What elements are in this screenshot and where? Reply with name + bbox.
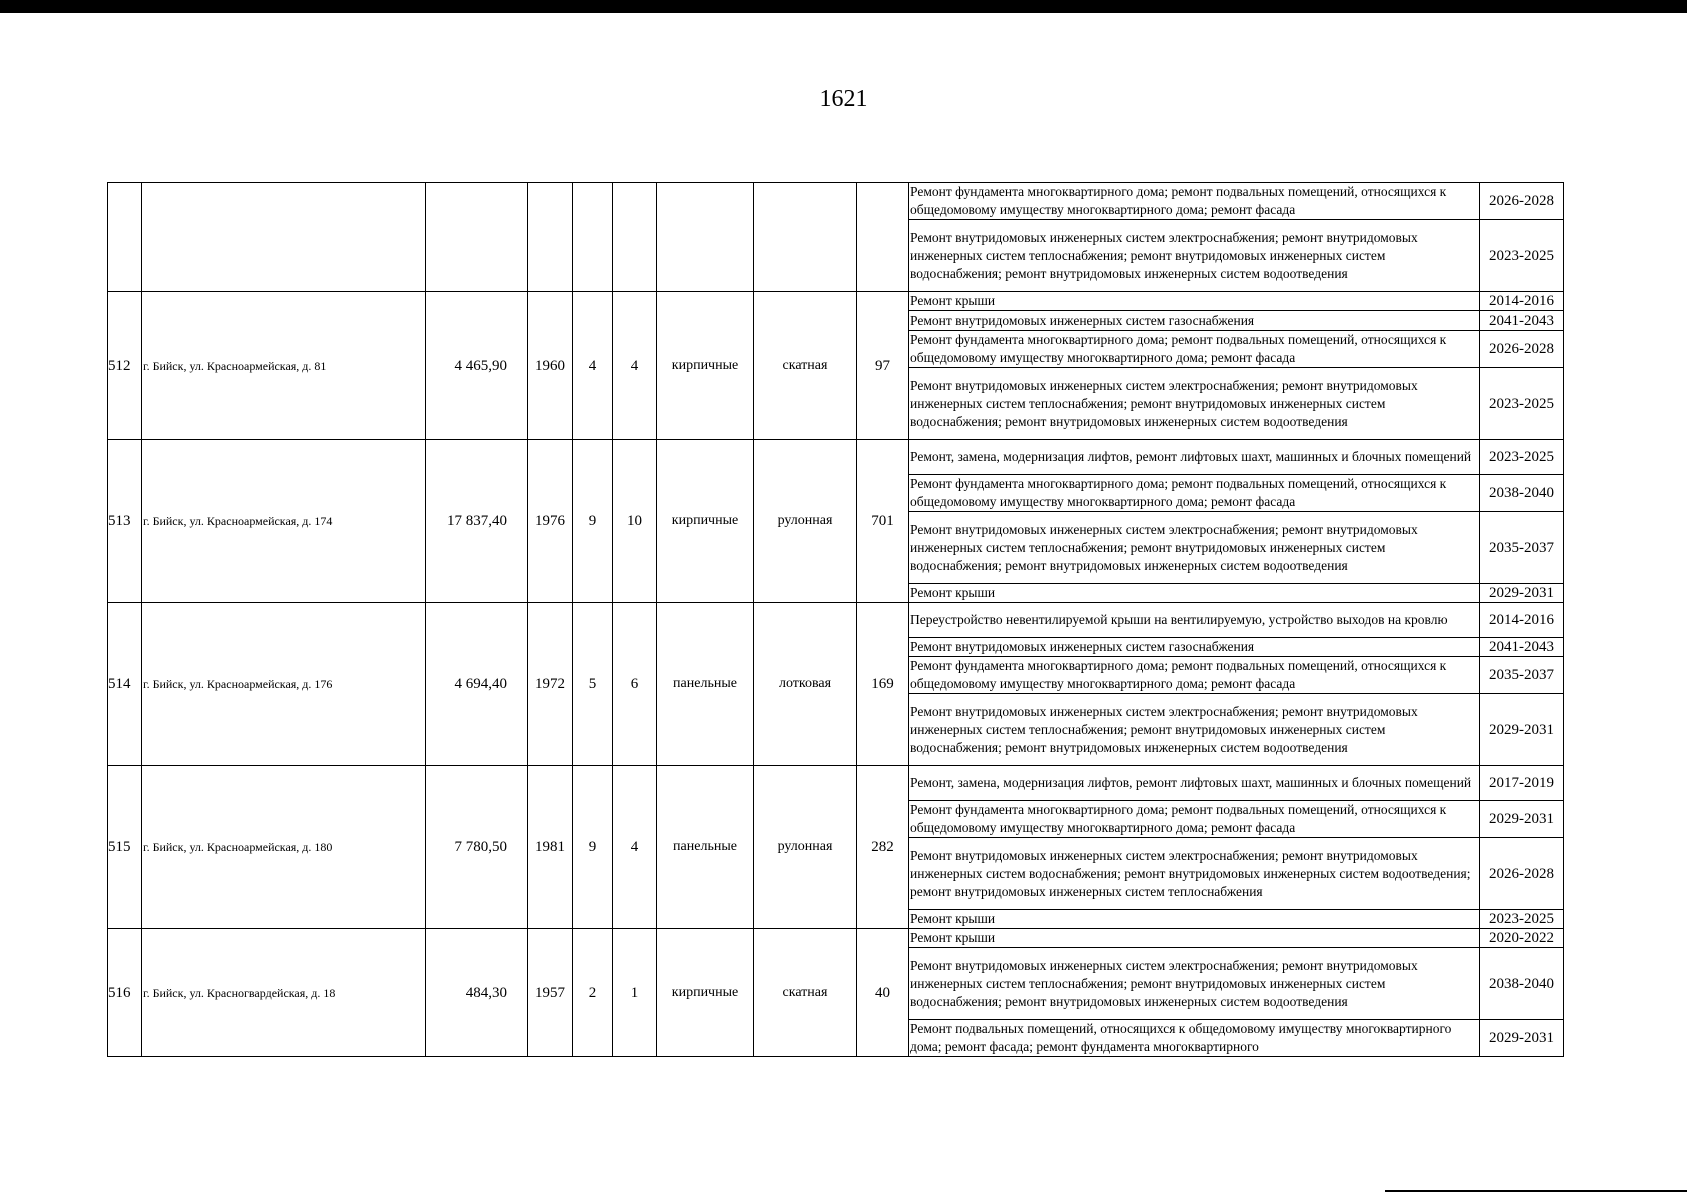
work-type-cell: Ремонт крыши (909, 929, 1480, 948)
roof-cell (754, 183, 857, 292)
year-cell: 1981 (528, 766, 573, 929)
area-cell: 17 837,40 (426, 440, 528, 603)
work-type-cell: Переустройство невентилируемой крыши на вентилируемую, устройство выходов на кровлю (909, 603, 1480, 638)
address-cell: г. Бийск, ул. Красноармейская, д. 81 (142, 292, 426, 440)
table-row (108, 183, 1564, 220)
residents-cell: 169 (857, 603, 909, 766)
floors-cell: 5 (573, 603, 613, 766)
work-type-cell: Ремонт внутридомовых инженерных систем электроснабжения; ремонт внутридомовых инженерных систем теплоснабжения; ремонт внутридомовых инженерных систем водоснабжения; ремонт внутридомовых инженерных систем водоотведения (909, 948, 1480, 1020)
walls-cell (657, 183, 754, 292)
work-type-cell: Ремонт фундамента многоквартирного дома; ремонт подвальных помещений, относящихся к общедомовому имуществу многоквартирного дома; ремонт фасада (909, 801, 1480, 838)
residents-cell: 97 (857, 292, 909, 440)
entrances-cell: 10 (613, 440, 657, 603)
area-cell: 484,30 (426, 929, 528, 1057)
table-row (108, 603, 1564, 638)
entrances-cell (613, 183, 657, 292)
work-type-cell: Ремонт, замена, модернизация лифтов, ремонт лифтовых шахт, машинных и блочных помещений (909, 440, 1480, 475)
period-cell: 2023-2025 (1480, 440, 1564, 475)
work-type-cell: Ремонт внутридомовых инженерных систем газоснабжения (909, 638, 1480, 657)
work-type-cell: Ремонт внутридомовых инженерных систем электроснабжения; ремонт внутридомовых инженерных систем теплоснабжения; ремонт внутридомовых инженерных систем водоснабжения; ремонт внутридомовых инженерных систем водоотведения (909, 220, 1480, 292)
work-type-cell: Ремонт подвальных помещений, относящихся к общедомовому имуществу многоквартирного дома; ремонт фасада; ремонт фундамента многоквартирного (909, 1020, 1480, 1057)
year-cell: 1976 (528, 440, 573, 603)
walls-cell: кирпичные (657, 929, 754, 1057)
floors-cell: 4 (573, 292, 613, 440)
period-cell: 2026-2028 (1480, 331, 1564, 368)
period-cell: 2038-2040 (1480, 948, 1564, 1020)
roof-cell: скатная (754, 929, 857, 1057)
floors-cell: 2 (573, 929, 613, 1057)
period-cell: 2035-2037 (1480, 657, 1564, 694)
period-cell: 2029-2031 (1480, 801, 1564, 838)
work-type-cell: Ремонт внутридомовых инженерных систем электроснабжения; ремонт внутридомовых инженерных систем водоснабжения; ремонт внутридомовых инженерных систем водоотведения; ремонт внутридомовых инженерных систем теплоснабжения (909, 838, 1480, 910)
address-cell (142, 183, 426, 292)
walls-cell: панельные (657, 603, 754, 766)
housing-repair-table (107, 182, 1564, 1057)
scan-bottom-line (1385, 1190, 1687, 1192)
period-cell: 2029-2031 (1480, 1020, 1564, 1057)
work-type-cell: Ремонт внутридомовых инженерных систем электроснабжения; ремонт внутридомовых инженерных систем теплоснабжения; ремонт внутридомовых инженерных систем водоснабжения; ремонт внутридомовых инженерных систем водоотведения (909, 368, 1480, 440)
work-type-cell: Ремонт крыши (909, 292, 1480, 311)
work-type-cell: Ремонт фундамента многоквартирного дома; ремонт подвальных помещений, относящихся к общедомовому имуществу многоквартирного дома; ремонт фасада (909, 331, 1480, 368)
work-type-cell: Ремонт фундамента многоквартирного дома; ремонт подвальных помещений, относящихся к общедомовому имуществу многоквартирного дома; ремонт фасада (909, 475, 1480, 512)
walls-cell: панельные (657, 766, 754, 929)
page-number: 1621 (819, 86, 868, 112)
address-cell: г. Бийск, ул. Красногвардейская, д. 18 (142, 929, 426, 1057)
residents-cell (857, 183, 909, 292)
floors-cell: 9 (573, 440, 613, 603)
row-num-cell: 514 (108, 603, 142, 766)
work-type-cell: Ремонт внутридомовых инженерных систем электроснабжения; ремонт внутридомовых инженерных систем теплоснабжения; ремонт внутридомовых инженерных систем водоснабжения; ремонт внутридомовых инженерных систем водоотведения (909, 512, 1480, 584)
roof-cell: рулонная (754, 766, 857, 929)
period-cell: 2023-2025 (1480, 910, 1564, 929)
period-cell: 2020-2022 (1480, 929, 1564, 948)
walls-cell: кирпичные (657, 440, 754, 603)
year-cell: 1957 (528, 929, 573, 1057)
entrances-cell: 4 (613, 292, 657, 440)
work-type-cell: Ремонт внутридомовых инженерных систем электроснабжения; ремонт внутридомовых инженерных систем теплоснабжения; ремонт внутридомовых инженерных систем водоснабжения; ремонт внутридомовых инженерных систем водоотведения (909, 694, 1480, 766)
residents-cell: 282 (857, 766, 909, 929)
work-type-cell: Ремонт внутридомовых инженерных систем газоснабжения (909, 311, 1480, 331)
floors-cell: 9 (573, 766, 613, 929)
area-cell (426, 183, 528, 292)
period-cell: 2041-2043 (1480, 638, 1564, 657)
period-cell: 2017-2019 (1480, 766, 1564, 801)
work-type-cell: Ремонт, замена, модернизация лифтов, ремонт лифтовых шахт, машинных и блочных помещений (909, 766, 1480, 801)
period-cell: 2014-2016 (1480, 292, 1564, 311)
address-cell: г. Бийск, ул. Красноармейская, д. 174 (142, 440, 426, 603)
scan-top-border (0, 0, 1687, 13)
work-type-cell: Ремонт фундамента многоквартирного дома; ремонт подвальных помещений, относящихся к общедомовому имуществу многоквартирного дома; ремонт фасада (909, 657, 1480, 694)
walls-cell: кирпичные (657, 292, 754, 440)
period-cell: 2023-2025 (1480, 220, 1564, 292)
address-cell: г. Бийск, ул. Красноармейская, д. 180 (142, 766, 426, 929)
table-row (108, 440, 1564, 475)
row-num-cell: 516 (108, 929, 142, 1057)
period-cell: 2035-2037 (1480, 512, 1564, 584)
row-num-cell: 512 (108, 292, 142, 440)
row-num-cell: 513 (108, 440, 142, 603)
row-num-cell (108, 183, 142, 292)
entrances-cell: 4 (613, 766, 657, 929)
period-cell: 2026-2028 (1480, 838, 1564, 910)
year-cell: 1960 (528, 292, 573, 440)
row-num-cell: 515 (108, 766, 142, 929)
area-cell: 4 465,90 (426, 292, 528, 440)
area-cell: 4 694,40 (426, 603, 528, 766)
roof-cell: скатная (754, 292, 857, 440)
entrances-cell: 6 (613, 603, 657, 766)
period-cell: 2026-2028 (1480, 183, 1564, 220)
residents-cell: 40 (857, 929, 909, 1057)
work-type-cell: Ремонт крыши (909, 584, 1480, 603)
work-type-cell: Ремонт крыши (909, 910, 1480, 929)
period-cell: 2038-2040 (1480, 475, 1564, 512)
residents-cell: 701 (857, 440, 909, 603)
table-row (108, 929, 1564, 948)
period-cell: 2041-2043 (1480, 311, 1564, 331)
roof-cell: рулонная (754, 440, 857, 603)
table-row (108, 292, 1564, 311)
period-cell: 2029-2031 (1480, 584, 1564, 603)
year-cell (528, 183, 573, 292)
roof-cell: лотковая (754, 603, 857, 766)
entrances-cell: 1 (613, 929, 657, 1057)
area-cell: 7 780,50 (426, 766, 528, 929)
period-cell: 2014-2016 (1480, 603, 1564, 638)
period-cell: 2029-2031 (1480, 694, 1564, 766)
floors-cell (573, 183, 613, 292)
year-cell: 1972 (528, 603, 573, 766)
address-cell: г. Бийск, ул. Красноармейская, д. 176 (142, 603, 426, 766)
table-row (108, 766, 1564, 801)
period-cell: 2023-2025 (1480, 368, 1564, 440)
work-type-cell: Ремонт фундамента многоквартирного дома; ремонт подвальных помещений, относящихся к общедомовому имуществу многоквартирного дома; ремонт фасада (909, 183, 1480, 220)
